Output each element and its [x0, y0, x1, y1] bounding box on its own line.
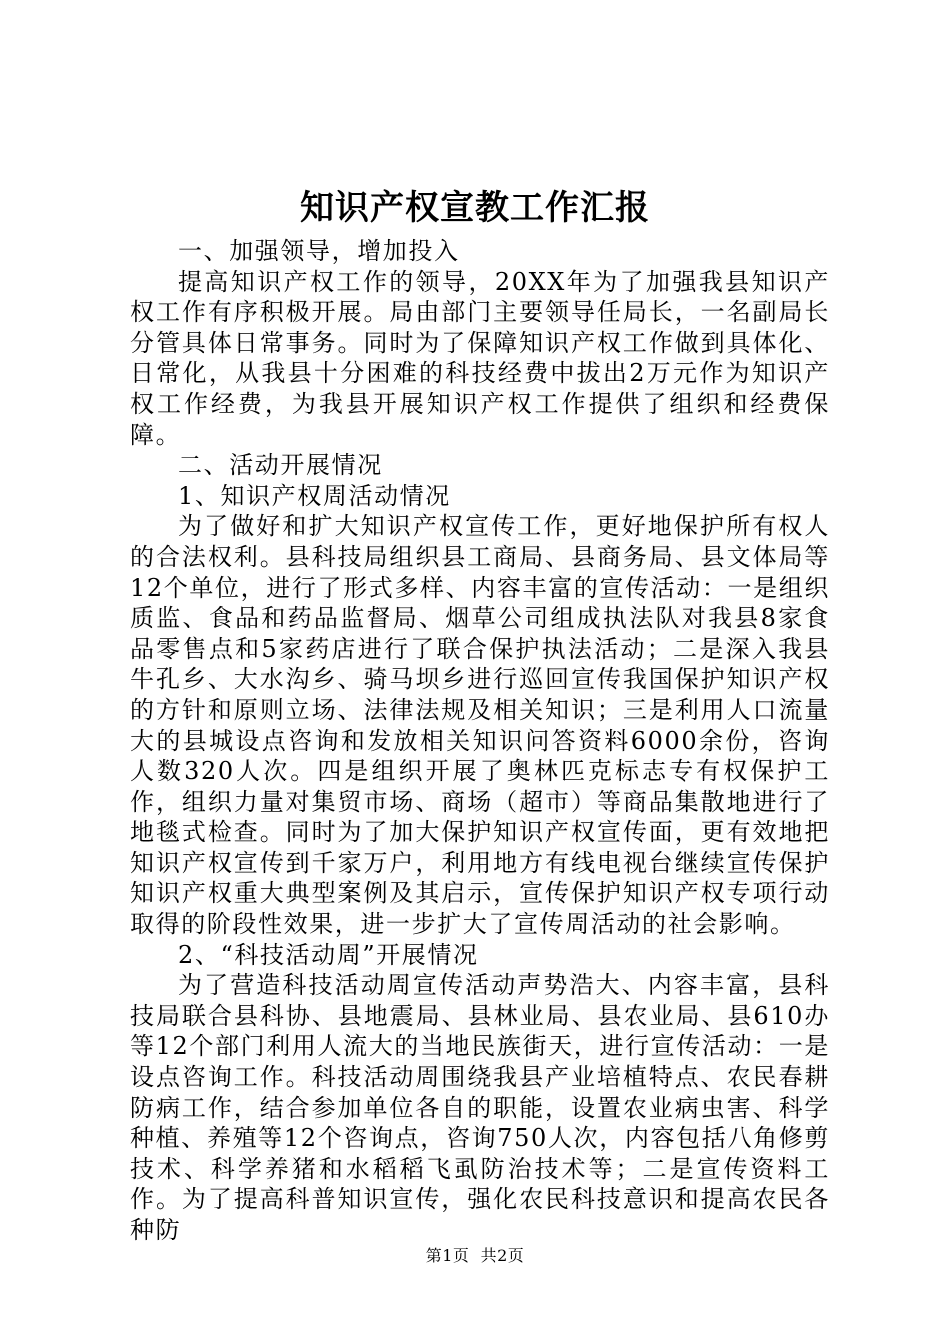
subsection-heading: 1、知识产权周活动情况: [178, 481, 451, 510]
body-paragraph: 提高知识产权工作的领导，20XX年为了加强我县知识产权工作有序积极开展。局由部门主要领导任局长，一名副局长分管具体日常事务。同时为了保障知识产权工作做到具体化、日常化，从我县十分困难的科技经费中拔出2万元作为知识产权工作经费，为我县开展知识产权工作提供了组织和经费保障。: [130, 267, 830, 449]
subsection-heading: 2、“科技活动周”开展情况: [178, 940, 479, 969]
page-total: 共2页: [480, 1246, 525, 1265]
body-paragraph: 为了做好和扩大知识产权宣传工作，更好地保护所有权人的合法权利。县科技局组织县工商局、县商务局、县文体局等12个单位，进行了形式多样、内容丰富的宣传活动：一是组织质监、食品和药品监督局、烟草公司组成执法队对我县8家食品零售点和5家药店进行了联合保护执法活动；二是深入我县牛孔乡、大水沟乡、骑马坝乡进行巡回宣传我国保护知识产权的方针和原则立场、法律法规及相关知识；三是利用人口流量大的县城设点咨询和发放相关知识问答资料6000余份，咨询人数320人次。四是组织开展了奥林匹克标志专有权保护工作，组织力量对集贸市场、商场（超市）等商品集散地进行了地毯式检查。同时为了加大保护知识产权宣传面，更有效地把知识产权宣传到千家万户，利用地方有线电视台继续宣传保护知识产权重大典型案例及其启示，宣传保护知识产权专项行动取得的阶段性效果，进一步扩大了宣传周活动的社会影响。: [130, 512, 830, 939]
document-body: [130, 236, 830, 1246]
section-heading: 二、活动开展情况: [178, 451, 383, 480]
page-footer: [0, 1244, 950, 1268]
document-title: 知识产权宣教工作汇报: [300, 188, 650, 228]
body-paragraph: 为了营造科技活动周宣传活动声势浩大、内容丰富，县科技局联合县科协、县地震局、县林业局、县农业局、县610办等12个部门利用人流大的当地民族街天，进行宣传活动：一是设点咨询工作。科技活动周围绕我县产业培植特点、农民春耕防病工作，结合参加单位各自的职能，设置农业病虫害、科学种植、养殖等12个咨询点，咨询750人次，内容包括八角修剪技术、科学养猪和水稻稻飞虱防治技术等；二是宣传资料工作。为了提高科普知识宣传，强化农民科技意识和提高农民各种防: [130, 971, 830, 1244]
page-number: 第1页: [425, 1246, 470, 1265]
section-heading: 一、加强领导，增加投入: [178, 237, 460, 265]
